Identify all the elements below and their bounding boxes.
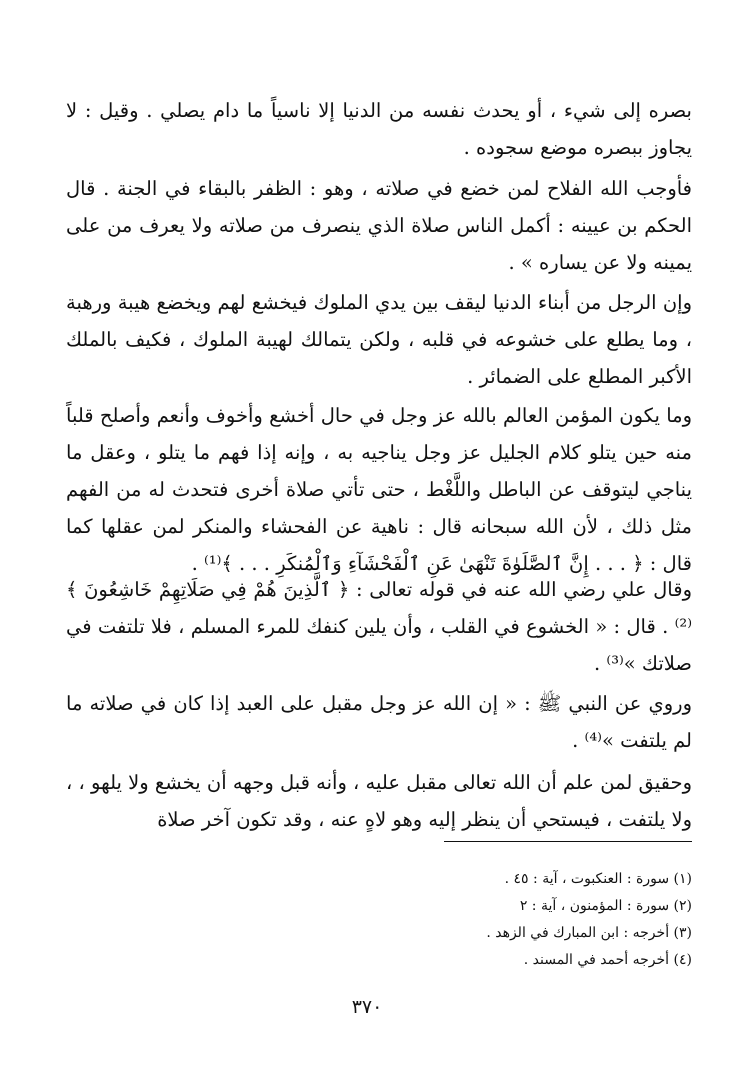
footnote-3: (٣) أخرجه : ابن المبارك في الزهد .	[486, 925, 692, 941]
paragraph-4: وما يكون المؤمن العالم بالله عز وجل في حال أخشع وأخوف وأنعم وأصلح قلباً منه حين يتلو كلام الجليل عز وجل يناجيه به ، وإنه إذا فهم ما يتلو ، وعقل ما يناجي ليتوقف عن الباطل واللَّغْط ، حتى تأتي صلاة أخرى فتحدث له من الفهم مثل ذلك ، لأن الله سبحانه قال : ناهية عن الفحشاء والمنكر لمن عقلها كما قال : ﴿ . . . إِنَّ ٱلصَّلَوٰةَ تَنْهَىٰ عَنِ ٱلْفَحْشَآءِ وَٱلْمُنكَرِ . . . ﴾⁽¹⁾ .	[66, 403, 692, 575]
paragraph-3: وإن الرجل من أبناء الدنيا ليقف بين يدي الملوك فيخشع لهم ويخضع هيبة ورهبة ، وما يطلع على خشوعه في قلبه ، ولكن يتمالك لهيبة الملوك ، فكيف بالملك الأكبر المطلع على الضمائر .	[66, 290, 692, 388]
paragraph-5: وقال علي رضي الله عنه في قوله تعالى : ﴿ ٱلَّذِينَ هُمْ فِي صَلَاتِهِمْ خَاشِعُونَ ﴾⁽²⁾ . قال : « الخشوع في القلب ، وأن يلين كنفك للمرء المسلم ، فلا تلتفت في صلاتك »⁽³⁾ .	[66, 577, 692, 675]
paragraph-2: فأوجب الله الفلاح لمن خضع في صلاته ، وهو : الظفر بالبقاء في الجنة . قال الحكم بن عيينه : أكمل الناس صلاة الذي ينصرف من صلاته ولا يعرف من على يمينه ولا عن يساره » .	[66, 176, 692, 274]
footnotes	[300, 866, 692, 974]
footnote-divider	[444, 841, 692, 842]
footnote-2: (٢) سورة : المؤمنون ، آية : ٢	[519, 898, 692, 914]
paragraph-1: بصره إلى شيء ، أو يحدث نفسه من الدنيا إلا ناسياً ما دام يصلي . وقيل : لا يجاوز ببصره موضع سجوده .	[66, 98, 692, 159]
footnote-4: (٤) أخرجه أحمد في المسند .	[523, 952, 692, 968]
page-number: ٣٧٠	[351, 996, 383, 1018]
paragraph-7: وحقيق لمن علم أن الله تعالى مقبل عليه ، وأنه قبل وجهه أن يخشع ولا يلهو ، ، ولا يلتفت ، فيستحي أن ينظر إليه وهو لاهٍ عنه ، وقد تكون آخر صلاة	[66, 770, 692, 831]
footnote-1: (١) سورة : العنكبوت ، آية : ٤٥ .	[504, 871, 692, 887]
paragraph-6: وروي عن النبي ﷺ : « إن الله عز وجل مقبل على العبد إذا كان في صلاته ما لم يلتفت »⁽⁴⁾ .	[66, 691, 692, 752]
